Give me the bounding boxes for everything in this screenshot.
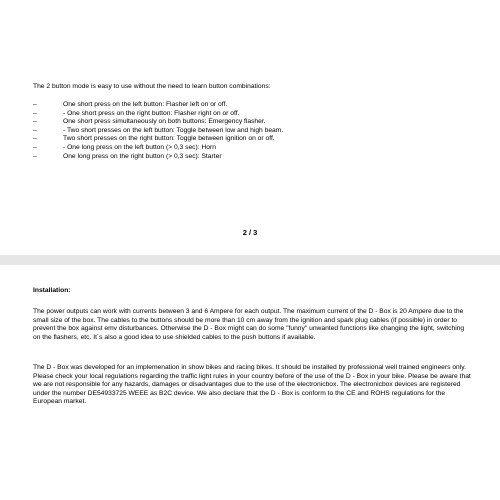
installation-heading: Installation: [33, 287, 71, 294]
list-item [33, 127, 473, 136]
list-item [33, 135, 473, 144]
list-item [33, 101, 473, 110]
list-item [33, 110, 473, 119]
list-item [33, 153, 473, 162]
list-dash: – [33, 143, 37, 151]
list-dash: – [33, 101, 37, 108]
list-item [33, 118, 473, 127]
list-dash: – [33, 109, 37, 117]
list-item-text: Two short presses on the right button: Toggle between ignition on or off. [63, 135, 275, 143]
list-dash: – [33, 135, 37, 143]
document-page-3 [0, 265, 500, 500]
list-item-text: One long press on the right button (> 0,3 sec): Starter [63, 152, 222, 160]
button-mode-list [33, 101, 473, 161]
list-item-text: - One short press on the right button: Flasher right on or off. [63, 109, 240, 117]
list-item-text: - One long press on the left button (> 0,3 sec): Horn [63, 143, 216, 151]
page-number: 2 / 3 [242, 228, 258, 237]
list-item [33, 144, 473, 153]
list-item-text: One short press simultaneously on both buttons: Emergency flasher. [63, 118, 266, 126]
list-dash: – [33, 152, 37, 160]
list-dash: – [33, 126, 37, 134]
list-item-text: One short press on the left button: Flasher left on or off. [63, 101, 228, 108]
intro-text: The 2 button mode is easy to use without the need to learn button combinations: [33, 83, 271, 90]
list-item-text: - Two short presses on the left button: Toggle between low and high beam. [63, 126, 284, 134]
list-dash: – [33, 118, 37, 126]
installation-paragraph-2: The D - Box was developed for an implemenation in show bikes and racing bikes. It should be installed by professional well trained engineers only. Please check your local regulations regarding the traffic light rules in your country before of the use of the D - Box in your bike. Please be aware that we are not responsible for any hazards, damages or disadvantages due to the use of the electronicbox. The electronicbox devices are registered under the number DE54933725 WEEE as B2C device. We also declare that the D - Box is conform to the CE and ROHS regulations for the European market. [33, 364, 471, 406]
installation-paragraph-1: The power outputs can work with currents between 3 and 6 Ampere for each output. The maximum current of the D - Box is 20 Ampere due to the small size of the box. The cables to the buttons should be more than 10 cm away from the ignition and spark plug cables (if possible) in order to prevent the box against emv disturbances. Otherwise the D - Box might can do some "funny" unwanted functions like changing the light, switching on the flashers, etc. It´s also a good idea to use shielded cables to the push buttons if available. [33, 308, 465, 341]
